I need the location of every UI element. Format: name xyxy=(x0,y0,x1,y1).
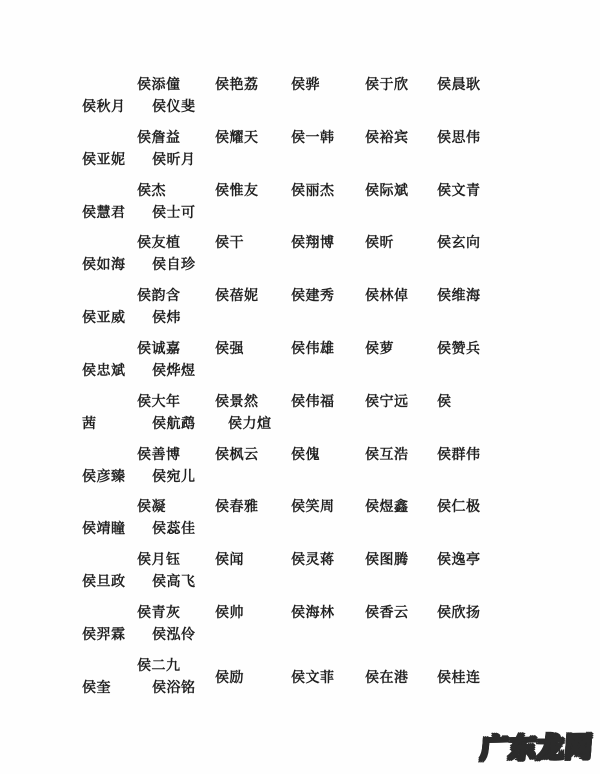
name-cell: 侯群伟 xyxy=(437,446,481,463)
name-row xyxy=(0,125,600,178)
name-cell: 侯文青 xyxy=(437,182,481,199)
name-cell: 侯伟福 xyxy=(291,393,335,410)
name-cell: 侯灵蒋 xyxy=(291,552,335,569)
name-cell: 侯晨耿 xyxy=(437,77,481,93)
name-cell: 侯玄向 xyxy=(437,235,481,252)
name-grid xyxy=(0,72,600,706)
name-cell: 侯桂连 xyxy=(437,669,481,686)
name-cell: 侯于欣 xyxy=(365,77,409,93)
name-cell: 侯力煊 xyxy=(228,415,272,432)
name-left-column: 侯靖瞳 xyxy=(82,521,126,538)
name-cell: 侯春雅 xyxy=(215,499,259,516)
name-pair-second: 侯航鹉 xyxy=(152,415,196,432)
name-left-column: 茜 xyxy=(82,415,97,432)
name-left-column: 侯忠斌 xyxy=(82,362,126,379)
name-pair-first: 侯青灰 xyxy=(137,604,181,621)
name-cell: 侯景然 xyxy=(215,393,259,410)
name-left-column: 侯羿霖 xyxy=(82,626,126,643)
name-pair-first: 侯凝 xyxy=(137,499,166,516)
name-cell: 侯励 xyxy=(215,669,244,686)
name-pair-first: 侯添僮 xyxy=(137,77,181,93)
name-cell: 侯干 xyxy=(215,235,244,252)
name-pair-first: 侯大年 xyxy=(137,393,181,410)
name-row xyxy=(0,389,600,442)
name-cell: 侯欣扬 xyxy=(437,604,481,621)
name-cell: 侯赞兵 xyxy=(437,340,481,357)
name-pair-second: 侯高飞 xyxy=(152,574,196,591)
name-row xyxy=(0,230,600,283)
name-cell: 侯一韩 xyxy=(291,129,335,146)
name-row xyxy=(0,494,600,547)
name-cell: 侯裕宾 xyxy=(365,129,409,146)
name-left-column: 侯奎 xyxy=(82,679,111,696)
name-cell: 侯建秀 xyxy=(291,288,335,305)
name-pair-second: 侯蕊佳 xyxy=(152,521,196,538)
name-pair-second: 侯宛儿 xyxy=(152,468,196,485)
name-pair-second: 侯炜 xyxy=(152,310,181,327)
name-cell: 侯骅 xyxy=(291,77,320,93)
name-cell: 侯宁远 xyxy=(365,393,409,410)
name-cell: 侯互浩 xyxy=(365,446,409,463)
name-pair-second: 侯昕月 xyxy=(152,151,196,168)
name-cell: 侯海林 xyxy=(291,604,335,621)
name-cell: 侯耀天 xyxy=(215,129,259,146)
name-row xyxy=(0,547,600,600)
name-pair-first: 侯善博 xyxy=(137,446,181,463)
name-cell: 侯帅 xyxy=(215,604,244,621)
name-cell: 侯闻 xyxy=(215,552,244,569)
name-cell: 侯思伟 xyxy=(437,129,481,146)
name-left-column: 侯如海 xyxy=(82,257,126,274)
name-pair-second: 侯泓伶 xyxy=(152,626,196,643)
name-cell: 侯在港 xyxy=(365,669,409,686)
name-cell: 侯傀 xyxy=(291,446,320,463)
name-cell: 侯图腾 xyxy=(365,552,409,569)
name-cell: 侯仁极 xyxy=(437,499,481,516)
name-cell: 侯笑周 xyxy=(291,499,335,516)
name-row xyxy=(0,600,600,653)
name-pair-second: 侯烨煜 xyxy=(152,362,196,379)
name-cell: 侯惟友 xyxy=(215,182,259,199)
name-cell: 侯昕 xyxy=(365,235,394,252)
name-left-column: 侯彦臻 xyxy=(82,468,126,485)
name-pair-second: 侯自珍 xyxy=(152,257,196,274)
name-pair-first: 侯韵含 xyxy=(137,288,181,305)
name-row xyxy=(0,283,600,336)
name-cell: 侯蓓妮 xyxy=(215,288,259,305)
name-cell: 侯强 xyxy=(215,340,244,357)
name-cell: 侯艳荔 xyxy=(215,77,259,93)
name-pair-first: 侯二九 xyxy=(137,657,181,674)
name-cell: 侯际斌 xyxy=(365,182,409,199)
name-cell: 侯文菲 xyxy=(291,669,335,686)
name-row xyxy=(0,178,600,231)
name-cell: 侯枫云 xyxy=(215,446,259,463)
name-cell: 侯维海 xyxy=(437,288,481,305)
name-cell: 侯香云 xyxy=(365,604,409,621)
name-cell: 侯翔博 xyxy=(291,235,335,252)
name-pair-first: 侯友植 xyxy=(137,235,181,252)
name-left-column: 侯亚妮 xyxy=(82,151,126,168)
name-cell: 侯伟雄 xyxy=(291,340,335,357)
name-pair-first: 侯詹益 xyxy=(137,129,181,146)
name-cell: 侯 xyxy=(437,393,452,410)
name-pair-first: 侯杰 xyxy=(137,182,166,199)
name-row xyxy=(0,72,600,125)
name-cell: 侯丽杰 xyxy=(291,182,335,199)
name-left-column: 侯旦政 xyxy=(82,574,126,591)
name-left-column: 侯慧君 xyxy=(82,204,126,221)
name-pair-second: 侯士可 xyxy=(152,204,196,221)
site-watermark: 广东龙网 xyxy=(479,732,594,765)
name-cell: 侯萝 xyxy=(365,340,394,357)
name-row xyxy=(0,336,600,389)
name-left-column: 侯亚威 xyxy=(82,310,126,327)
name-pair-first: 侯诚嘉 xyxy=(137,340,181,357)
name-cell: 侯林倬 xyxy=(365,288,409,305)
name-row xyxy=(0,653,600,706)
name-cell: 侯煜鑫 xyxy=(365,499,409,516)
name-row xyxy=(0,442,600,495)
name-left-column: 侯秋月 xyxy=(82,99,126,115)
name-pair-second: 侯仪斐 xyxy=(152,99,196,115)
name-pair-first: 侯月钰 xyxy=(137,552,181,569)
name-pair-second: 侯浴铭 xyxy=(152,679,196,696)
name-cell: 侯逸亭 xyxy=(437,552,481,569)
